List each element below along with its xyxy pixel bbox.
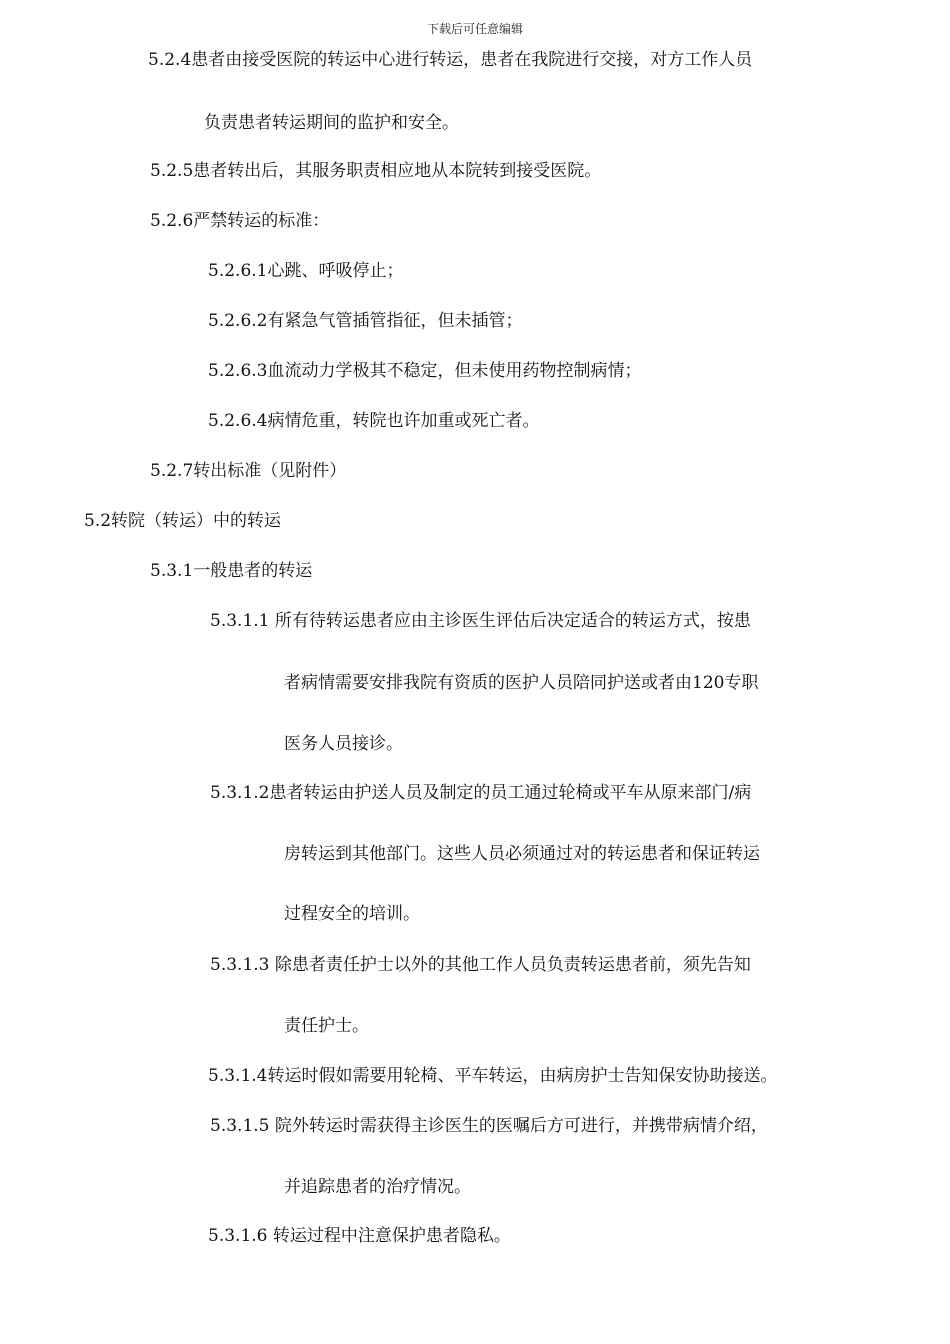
text-line-5-3-1-1-end: 医务人员接诊。 xyxy=(284,734,403,754)
text-line-5-3-1-2-end: 过程安全的培训。 xyxy=(284,904,420,924)
text-line-5-3-1-3-cont: 责任护士。 xyxy=(284,1016,369,1036)
text-line-5-3-1-3: 5.3.1.3 除患者责任护士以外的其他工作人员负责转运患者前，须先告知 xyxy=(210,955,751,975)
text-line-5-2-6: 5.2.6严禁转运的标准： xyxy=(150,211,330,231)
text-line-5-3-1-5: 5.3.1.5 院外转运时需获得主诊医生的医嘱后方可进行，并携带病情介绍， xyxy=(210,1116,768,1136)
text-line-5-3-1-2-cont: 房转运到其他部门。这些人员必须通过对的转运患者和保证转运 xyxy=(284,844,760,864)
text-line-5-3-1-5-cont: 并追踪患者的治疗情况。 xyxy=(284,1177,471,1197)
text-line-5-3-1-4: 5.3.1.4转运时假如需要用轮椅、平车转运，由病房护士告知保安协助接送。 xyxy=(208,1066,778,1086)
page-header: 下载后可任意编辑 xyxy=(426,22,523,36)
text-line-5-3-1-1-cont: 者病情需要安排我院有资质的医护人员陪同护送或者由120专职 xyxy=(284,673,759,693)
text-line-5-3-1: 5.3.1一般患者的转运 xyxy=(150,561,313,581)
text-line-5-3-1-1: 5.3.1.1 所有待转运患者应由主诊医生评估后决定适合的转运方式，按患 xyxy=(210,611,751,631)
text-line-5-2-6-4: 5.2.6.4病情危重，转院也许加重或死亡者。 xyxy=(208,411,540,431)
text-line-5-2-7: 5.2.7转出标准（见附件） xyxy=(150,461,347,481)
text-line-5-2-6-1: 5.2.6.1心跳、呼吸停止； xyxy=(208,261,404,281)
text-line-5-2-5: 5.2.5患者转出后，其服务职责相应地从本院转到接受医院。 xyxy=(150,161,602,181)
text-line-5-2-4: 5.2.4患者由接受医院的转运中心进行转运，患者在我院进行交接，对方工作人员 xyxy=(148,50,753,70)
text-line-5-2-6-3: 5.2.6.3血流动力学极其不稳定，但未使用药物控制病情； xyxy=(208,361,642,381)
section-heading-5-2: 5.2转院（转运）中的转运 xyxy=(84,511,282,531)
text-line-5-3-1-2: 5.3.1.2患者转运由护送人员及制定的员工通过轮椅或平车从原来部门/病 xyxy=(210,783,752,803)
text-line-5-2-6-2: 5.2.6.2有紧急气管插管指征，但未插管； xyxy=(208,311,523,331)
text-line-5-2-4-cont: 负责患者转运期间的监护和安全。 xyxy=(204,113,459,133)
text-line-5-3-1-6: 5.3.1.6 转运过程中注意保护患者隐私。 xyxy=(208,1226,511,1246)
